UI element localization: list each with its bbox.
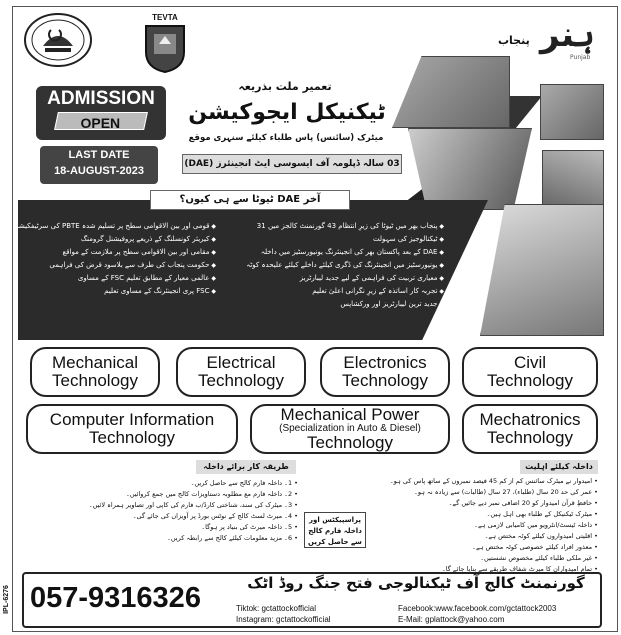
eligibility-item: • معذور افراد کیلئے خصوصی کوٹہ مختص ہے۔ (370, 542, 598, 553)
workers-photo (408, 128, 532, 210)
right-item: ◆ یونیورسٹیز میں انجینئرنگ کی ڈگری کیلئے داخلے کیلئے علیحدہ کوٹہ (228, 259, 444, 272)
procedure-item: • 4۔ میرٹ لسٹ کالج کے نوٹس بورڈ پر آویزاں کی جائے گی۔ (30, 511, 298, 522)
tech-line2: Technology (51, 371, 138, 390)
tevta-logo (136, 10, 194, 76)
right-item: ◆ جدید ترین لیبارٹریز اور ورکشاپس (228, 298, 444, 311)
eligibility-item: • تمام امیدواران کا میرٹ شفاف طریقے سے بنایا جائے گا۔ (370, 564, 598, 575)
tiktok-handle: Tiktok: gctattockofficial (236, 604, 317, 613)
tech-line2: Technology (486, 371, 573, 390)
why-dae-right-list (228, 220, 444, 311)
admission-line2: OPEN (80, 115, 121, 131)
left-item: ◆ FSC پری انجینئرنگ کے مساوی تعلیم (36, 285, 216, 298)
tech-mechanical-power (250, 404, 450, 454)
tech-sub: (Specialization in Auto & Diesel) (279, 422, 421, 434)
tech-line2: Technology (341, 371, 428, 390)
open-pill (54, 112, 148, 130)
left-item: ◆ مقامی اور بین الاقوامی سطح پر ملازمت کے مواقع (36, 246, 216, 259)
tech-electronics (320, 347, 450, 397)
tech-electrical (176, 347, 306, 397)
slogan: تعمیر ملت بذریعہ (238, 80, 332, 93)
headline-title: ٹیکنیکل ایجوکیشن (188, 100, 386, 125)
ipl-code: IPL-6276 (2, 585, 10, 614)
tech-line1: Mechatronics (479, 410, 581, 430)
eligibility-item: • غیر ملکی طلباء کیلئے مخصوص نشستیں۔ (370, 553, 598, 564)
right-item: ◆ DAE کے بعد پاکستان بھر کی انجینئرنگ یونیورسٹیز میں داخلہ (228, 246, 444, 259)
left-item: ◆ حکومت پنجاب کی طرف سے بلاسود قرض کی فراہمی (36, 259, 216, 272)
eligibility-item: • امیدوار نے میٹرک سائنس کم از کم 45 فیصد نمبروں کے ساتھ پاس کی ہو۔ (370, 476, 598, 487)
why-dae-heading: آخر DAE ٹیوٹا سے ہی کیوں؟ (150, 190, 350, 210)
tech-civil (462, 347, 598, 397)
procedure-list (30, 478, 298, 544)
eligibility-item: • میٹرک ٹیکنیکل کے طلباء بھی اہل ہیں۔ (370, 509, 598, 520)
tech-line1: Civil (513, 353, 547, 373)
tech-line1: Mechanical (52, 353, 138, 373)
tech-computer-information (26, 404, 238, 454)
tech-line2: Technology (197, 371, 284, 390)
eligibility-item: • عمر کی حد 20 سال (طلباء)، 27 سال (طالبات) سے زیادہ نہ ہو۔ (370, 487, 598, 498)
tech-line1: Electrical (206, 353, 276, 373)
phone-number: 057-9316326 (30, 582, 201, 614)
tech-mechatronics (462, 404, 598, 454)
facebook-link: Facebook:www.facebook.com/gctattock2003 (398, 604, 557, 613)
tevta-label: TEVTA (152, 12, 178, 22)
right-item: ◆ معیاری تربیت کی فراہمی کے لیے جدید لیبارٹریز (228, 272, 444, 285)
tech-mechanical (30, 347, 160, 397)
instagram-handle: Instagram: gctattockofficial (236, 615, 331, 624)
procedure-item: • 1۔ داخلہ فارم کالج سے حاصل کریں۔ (30, 478, 298, 489)
eligibility-list (370, 476, 598, 575)
eligibility-heading: داخلہ کیلئے اہلیت (520, 460, 598, 474)
procedure-heading: طریقہ کار برائے داخلہ (196, 460, 296, 474)
hunar-punjab-brand (498, 12, 610, 82)
technician-photo (540, 84, 604, 140)
eligibility-item: • حافظِ قرآن امیدوار کو 20 اضافی نمبر دیے جائیں گے۔ (370, 498, 598, 509)
procedure-item: • 3۔ میٹرک کی سند، شناختی کارڈ/ب فارم کی کاپی اور تصاویر ہمراہ لائیں۔ (30, 500, 298, 511)
procedure-item: • 5۔ داخلہ میرٹ کی بنیاد پر ہوگا۔ (30, 522, 298, 533)
college-name: گورنمنٹ کالج آف ٹیکنالوجی فتح جنگ روڈ اٹک (247, 574, 585, 592)
brand-punjab-urdu: پنجاب (498, 34, 530, 47)
admission-line1: ADMISSION (47, 88, 155, 109)
left-item: ◆ کیریئر کونسلنگ کے ذریعے پروفیشنل گرومنگ (36, 233, 216, 246)
left-item: ◆ قومی اور بین الاقوامی سطح پر تسلیم شدہ PBTE کی سرٹیفکیشن (36, 220, 216, 233)
why-dae-left-list (13, 220, 216, 298)
tech-line1: Electronics (343, 353, 427, 373)
tech-line1: Mechanical Power (280, 404, 420, 424)
eligibility-item: • داخلہ ٹیسٹ/انٹرویو میں کامیابی لازمی ہے۔ (370, 520, 598, 531)
right-item: ◆ پنجاب بھر میں ٹیوٹا کی زیرِ انتظام 43 گورنمنٹ کالجز میں 31 (228, 220, 444, 233)
email-address: E-Mail: gplattock@yahoo.com (398, 615, 505, 624)
brand-sub: Punjab (570, 54, 591, 61)
headline-subtitle: میٹرک (سائنس) پاس طلباء کیلئے سنہری موقع (188, 133, 384, 143)
right-item: ◆ تجربہ کار اساتذہ کے زیرِ نگرانی اعلیٰ تعلیم (228, 285, 444, 298)
lab-photo (542, 150, 604, 208)
tech-line2: Technology (486, 428, 573, 447)
eligibility-item: • اقلیتی امیدواروں کیلئے کوٹہ مختص ہے۔ (370, 531, 598, 542)
left-item: ◆ عالمی معیار کے مطابق تعلیم FSC کے مساوی (36, 272, 216, 285)
right-item: ◆ ٹیکنالوجیز کی سہولت (228, 233, 444, 246)
tech-line1: Computer Information (49, 410, 215, 430)
procedure-item: • 6۔ مزید معلومات کیلئے کالج سے رابطہ کریں۔ (30, 533, 298, 544)
last-date-box (40, 146, 158, 184)
dae-ribbon: 03 سالہ ڈپلومہ آف ایسوسی ایٹ انجینئرز (DAE) (182, 154, 402, 174)
procedure-item: • 2۔ داخلہ فارم مع مطلوبہ دستاویزات کالج میں جمع کروائیں۔ (30, 489, 298, 500)
last-date-value: 18-AUGUST-2023 (54, 165, 144, 177)
tech-line2: Technology (306, 433, 393, 453)
last-date-label: LAST DATE (68, 149, 130, 161)
apply-note: پراسپیکٹس اور داخلہ فارم کالج سے حاصل کریں (304, 512, 366, 548)
brand-script: ہنر (540, 15, 595, 55)
punjab-govt-logo (22, 12, 94, 68)
admission-badge (36, 86, 166, 140)
tech-line2: Technology (88, 428, 175, 447)
